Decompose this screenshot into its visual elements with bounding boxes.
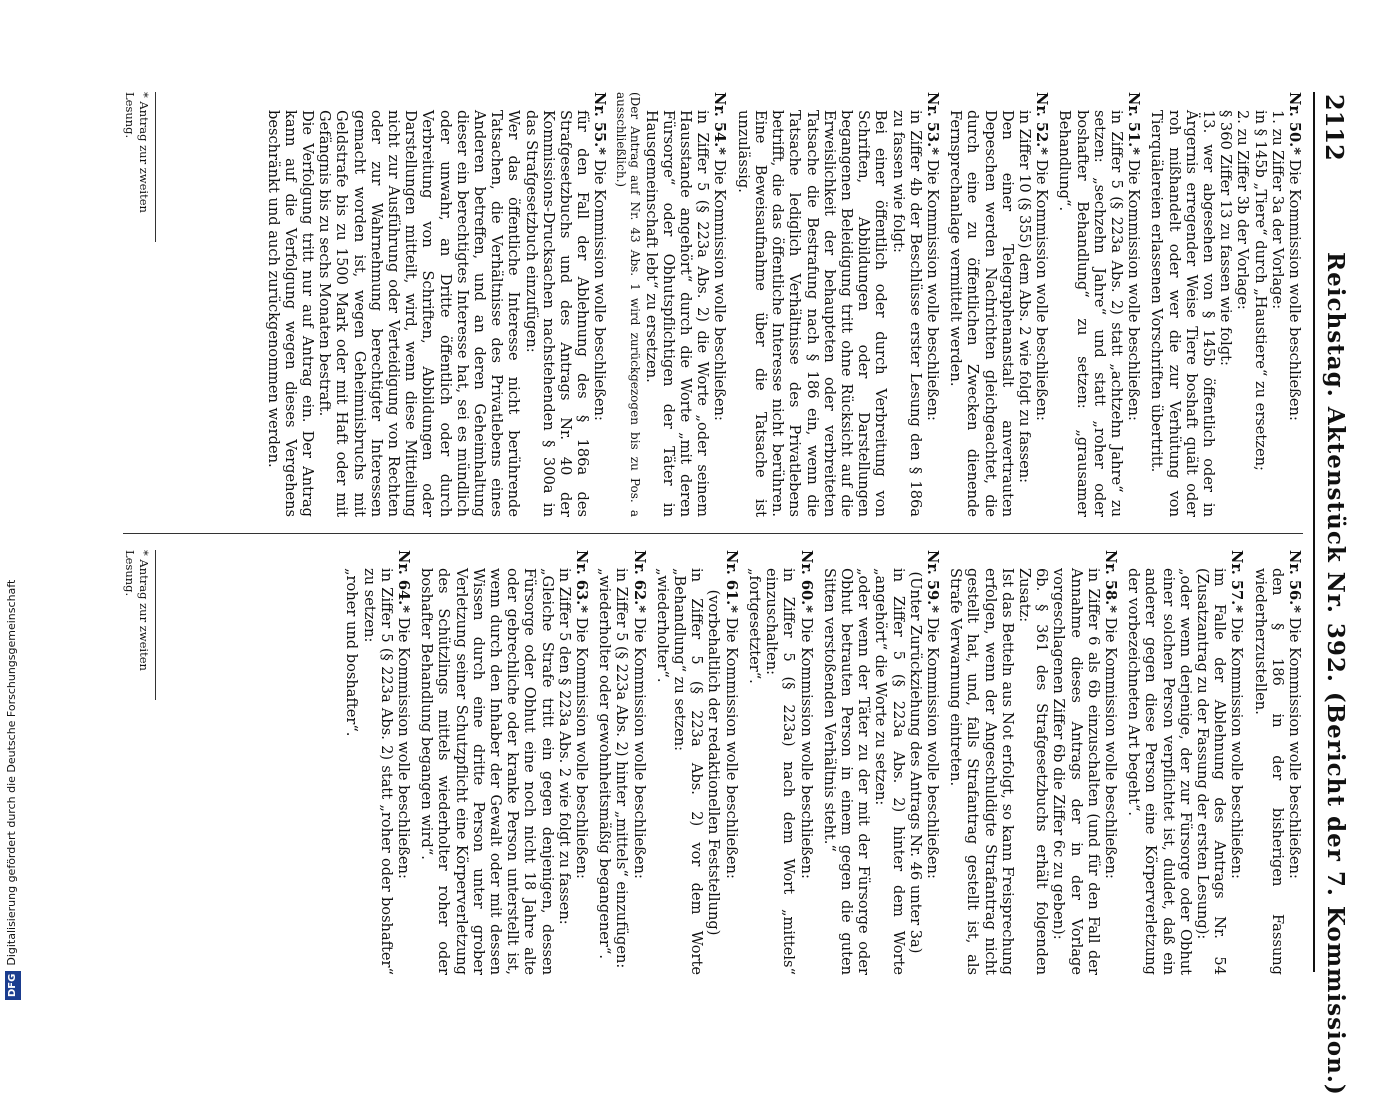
motion-heading [1102,550,1119,975]
motion-text: Wer das öffentliche Interesse nicht berührende Tatsachen, die Verhältnisse des Privatlebens eines Anderen betreffen, und an deren Geheimhaltung dieser ein berechtigtes Interesse hat, sei es mündlich oder unwahr, an Dritte öffentlich oder durch Verbreitung von Schriften, Abbildungen oder Darstellungen mitteilt, wird, wenn diese Mitteilung nicht zur Ausführung oder Verteidigung von Rechten oder zur Wahrnehmung berechtigter Interessen gemacht worden ist, wegen Geheimnisbruchs mit Geldstrafe bis zu 1500 Mark oder mit Haft oder mit Gefängnis bis zu sechs Monaten bestraft. [316,110,523,517]
motion-heading [1286,92,1303,517]
motion-intro: Die Kommission wolle beschließen: [1228,617,1246,879]
motion-text: (Der Antrag auf Nr. 43 Abs. 1 wird zurückgezogen bis zu Pos. a ausschließlich.) [614,92,643,517]
motion-text: den § 186 in der bisherigen Fassung wiederherzustellen. [1251,568,1286,975]
motion-text: 13. wer abgesehen von § 145b öffentlich oder in Ärgernis erregender Weise Tiere boshaft quält oder roh mißhandelt oder wer die zur Verhütung von Tierquälereien erlassenen Vorschriften übertritt. [1148,110,1217,517]
motion-entry [1148,92,1303,517]
motion-intro: Die Kommission wolle beschließen: [923,159,941,421]
motion-intro: Die Kommission wolle beschließen: [923,617,941,879]
motion-intro: Die Kommission wolle beschließen: [630,617,648,879]
motion-text: in Ziffer 5 (§ 223a Abs. 2) die Worte „oder seinem Hausstande angehört“ durch die Worte „mit deren Fürsorge“ oder Obhutspflichtigen der Täter in Hausgemeinschaft lebt“ zu ersetzen. [642,110,712,517]
motion-entry [614,92,728,517]
motion-heading [395,550,412,975]
motion-entry [264,92,608,517]
page-number: 2112 [1320,94,1349,161]
motion-entry [735,92,941,517]
motion-text: in Ziffer 5 (§ 223a Abs. 2) vor dem Worte „Behandlung“ zu setzen: [671,568,706,975]
motion-text: in Ziffer 10 (§ 355) dem Abs. 2 wie folgt zu fassen: [1015,110,1033,484]
motion-number: Nr. 64.* [395,550,413,613]
motion-heading [711,92,728,517]
motion-text: Den einer Telegraphenanstalt anvertrauten Depeschen werden Nachrichten gleichgeachtet, die durch eine zu öffentlichen Zwecken dienende Fernsprechanlage vermittelt werden. [947,110,1016,517]
motion-heading [1125,92,1142,517]
motion-text: im Falle der Ablehnung des Antrags Nr. 54 (Zusatzantrag zu der Fassung der ersten Lesung): [1193,568,1229,975]
motion-heading [723,550,740,975]
motion-entry [746,550,815,975]
motion-intro: Die Kommission wolle beschließen: [395,617,413,879]
motion-text: (Unter Zurückziehung des Antrags Nr. 46 unter 3a) [906,571,924,954]
motion-entry [1125,550,1245,975]
motion-text: 1. zu Ziffer 3a der Vorlage: [1268,110,1286,310]
motion-entry [418,550,590,975]
motion-number: Nr. 53.* [923,92,941,155]
motion-heading [924,550,941,975]
motion-text: „oder wenn derjenige, der zur Fürsorge oder Obhut einer solchen Person verpflichtet ist, duldet, daß ein anderer gegen diese Person eine Körperverletzung der vorbezeichneten Art begeht“. [1125,568,1194,975]
motion-text: „wiederholter“. [653,568,671,683]
footnote-left: * Antrag zur zweiten Lesung. [123,92,156,242]
motion-text: in Ziffer 6 als 6b einzuschalten (und für den Fall der Annahme dieses Antrags der in der Vorlage vorgeschlagenen Ziffer 6b die Ziffer 6c zu geben): [1050,568,1102,975]
motion-text: (vorbehaltlich der redaktionellen Feststellung) [705,589,723,936]
margin-credit [4,10,20,1000]
motion-text: in Ziffer 5 (§ 223a Abs. 2) hinter dem Worte „angehört“ die Worte zu setzen: [872,568,907,975]
motion-entry [343,550,412,975]
motion-number: Nr. 50.* [1286,92,1303,155]
left-column [258,92,1303,517]
motion-text: in Ziffer 5 (§ 223a) nach dem Wort „mittels“ einzuschalten: [763,568,798,975]
motion-text: „oder wenn der Täter zu der mit der Fürsorge oder Obhut betrauten Person in einem gegen die guten Sitten verstoßenden Verhältnis steht.“ [820,568,873,975]
footnote-right: * Antrag zur zweiten Lesung. [123,550,156,700]
motion-text: Ist das Betteln aus Not erfolgt, so kann Freisprechung erfolgen, wenn der Angeschuldigte Strafantrag nicht gestellt hat, und, falls Strafantrag gestellt ist, als Strafe Verwarnung eintreten. [947,568,1016,975]
motion-intro: Die Kommission wolle beschließen: [1125,159,1143,421]
motion-intro: Die Kommission wolle beschließen: [573,617,591,879]
motion-number: Nr. 59.* [923,550,941,613]
motion-heading [1033,92,1050,517]
motion-text: in Ziffer 5 (§ 223a Abs. 2) statt „roher oder boshafter“ zu setzen: [360,568,395,975]
motion-text: 2. zu Ziffer 3b der Vorlage: [1234,110,1252,310]
page-body [105,92,1355,1096]
motion-number: Nr. 63.* [573,550,591,613]
motion-number: Nr. 58.* [1101,550,1119,613]
page-title: Reichstag. Aktenstück Nr. 392. (Bericht der 7. Kommission.) [1322,252,1349,1096]
column-divider [123,533,1303,534]
motion-number: Nr. 60.* [797,550,815,613]
motion-number: Nr. 56.* [1286,550,1303,613]
motion-text: „Gleiche Strafe tritt ein gegen denjenigen, dessen Fürsorge oder Obhut eine noch nicht 18 Jahre alte oder gebrechliche oder kranke Person unterstellt ist, wenn durch den Inhaber der Gewalt oder mit dessen Wissen durch eine dritte Person unter grober Verletzung seiner Schutzpflicht eine Körperverletzung des Schützlings mittels wiederholter roher oder boshafter Behandlung begangen wird“. [418,568,556,975]
right-column [337,550,1303,975]
motion-number: Nr. 57.* [1228,550,1246,613]
motion-heading [797,550,814,975]
motion-intro: Die Kommission wolle beschließen: [1286,159,1303,421]
motion-number: Nr. 51.* [1125,92,1143,155]
motion-entry [947,92,1050,517]
motion-text: „roher und boshafter“. [343,568,361,737]
motion-entry [654,550,740,975]
motion-text: Bei einer öffentlich oder durch Verbreitung von Schriften, Abbildungen oder Darstellungen begangenen Beleidigung tritt ohne Rücksicht auf die Erweislichkeit der behaupteten oder verbreiteten Tatsache die Bestrafung nach § 186 ein, wenn die Tatsache lediglich Verhältnisse des Privatlebens betrifft, die das öffentliche Interesse nicht berühren. Eine Beweisaufnahme über die Tatsache ist unzulässig. [734,110,890,517]
motion-number: Nr. 55.* [591,92,609,155]
motion-number: Nr. 61.* [722,550,740,613]
motion-text: in Ziffer 5 den § 223a Abs. 2 wie folgt zu fassen: [555,568,573,925]
page-header [1313,92,1355,1096]
motion-number: Nr. 62.* [630,550,648,613]
motion-text: in Ziffer 4b der Beschlüsse erster Lesung den § 186a zu fassen wie folgt: [889,110,924,517]
motion-intro: Die Kommission wolle beschließen: [1101,617,1119,879]
motion-intro: Die Kommission wolle beschließen: [1033,159,1051,421]
motion-entry [947,550,1119,975]
motion-intro: Die Kommission wolle beschließen: [797,617,815,879]
motion-text: „wiederholter oder gewohnheitsmäßig begangener“. [596,568,614,959]
motion-heading [924,92,941,517]
motion-intro: Die Kommission wolle beschließen: [722,617,740,879]
motion-entry [1056,92,1142,517]
motion-entry [821,550,941,975]
motion-heading [573,550,590,975]
motion-text: für den Fall der Ablehnung des § 186a des Strafgesetzbuchs und des Antrags Nr. 40 der Kommissions-Drucksachen nachstehenden § 300a in das Strafgesetzbuch einzufügen: [522,110,592,517]
motion-intro: Die Kommission wolle beschließen: [711,159,729,421]
motion-intro: Die Kommission wolle beschließen: [1286,617,1303,879]
motion-heading [1286,550,1303,975]
motion-text: „fortgesetzter“. [745,568,763,684]
motion-text: in Ziffer 5 (§ 223a Abs. 2) statt „achtzehn Jahre“ zu setzen: „sechzehn Jahre“ und statt „roher oder boshafter Behandlung“ zu setzen: „grausamer Behandlung“. [1056,110,1125,517]
motion-text: 6b. § 361 des Strafgesetzbuchs erhält folgenden Zusatz: [1015,568,1051,975]
motion-entry [596,550,648,975]
motion-number: Nr. 52.* [1033,92,1051,155]
motion-heading [1228,550,1245,975]
motion-number: Nr. 54.* [711,92,729,155]
motion-entry [1251,550,1303,975]
motion-text: in § 145b „Tiere“ durch „Haustiere“ zu ersetzen; [1251,110,1269,471]
credit-text: Digitalisierung gefördert durch die Deutsche Forschungsgemeinschaft [5,579,18,966]
motion-intro: Die Kommission wolle beschließen: [591,159,609,421]
motion-text: § 360 Ziffer 13 zu fassen wie folgt: [1217,110,1235,366]
motion-heading [630,550,647,975]
dfg-logo: DFG [5,971,21,1000]
motion-text: in Ziffer 5 (§ 223a Abs. 2) hinter „mittels“ einzufügen: [613,568,631,969]
motion-text: Die Verfolgung tritt nur auf Antrag ein. Der Antrag kann auf die Verfolgung wegen dieses Vergehens beschränkt und auch zurückgenommen werden. [264,110,317,517]
motion-heading [591,92,608,517]
